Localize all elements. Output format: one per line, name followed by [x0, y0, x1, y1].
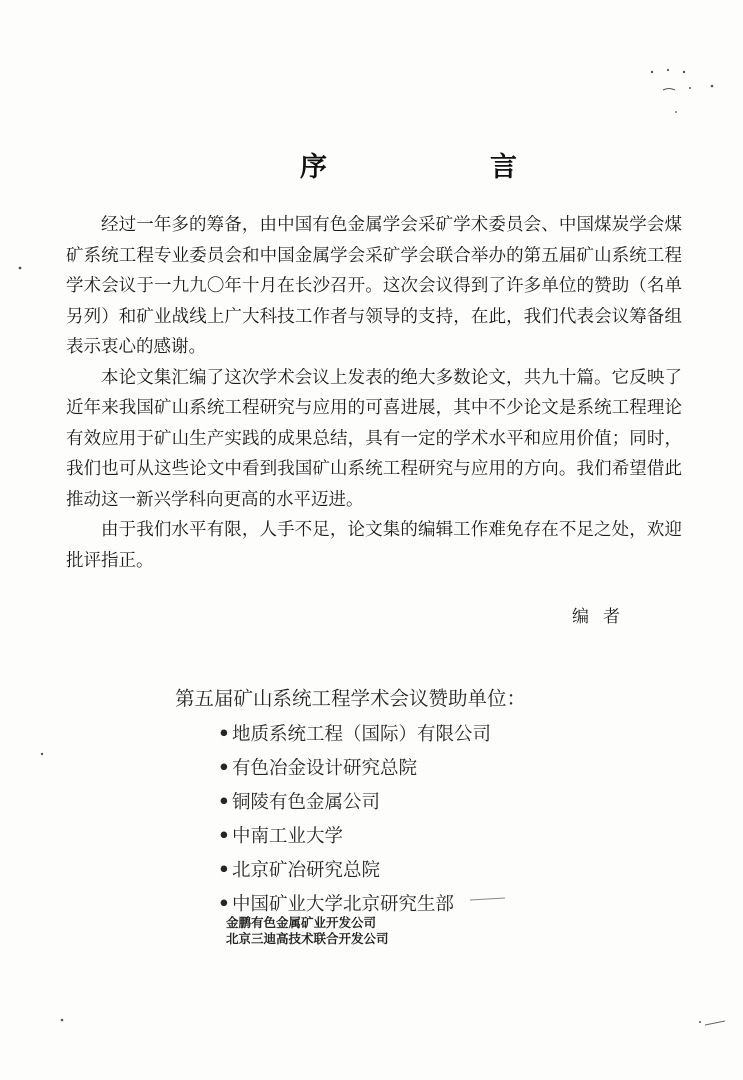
bullet-icon: •	[218, 758, 230, 779]
scan-stroke-icon	[663, 89, 675, 91]
scan-stroke-icon	[705, 1021, 725, 1025]
sponsor-name: 铜陵有色金属公司	[232, 792, 381, 813]
additional-sponsor: 北京三迪高技术联合开发公司	[226, 931, 389, 946]
bullet-icon: •	[218, 860, 230, 881]
additional-sponsor: 金鹏有色金属矿业开发公司	[226, 915, 377, 930]
bullet-icon: •	[218, 724, 230, 745]
preface-paragraph-1: 经过一年多的筹备，由中国有色金属学会采矿学术委员会、中国煤炭学会煤矿系统工程专业委员会和中国金属学会采矿学会联合举办的第五届矿山系统工程学术会议于一九九〇年十月在长沙召开。这次会议得到了许多单位的赞助（名单另列）和矿业战线上广大科技工作者与领导的支持，在此，我们代表会议筹备组表示衷心的感谢。	[66, 215, 682, 357]
sponsor-name: 北京矿冶研究总院	[232, 860, 381, 881]
editor-signature: 编者	[572, 607, 634, 627]
sponsor-item	[218, 752, 491, 786]
sponsor-name: 有色冶金设计研究总院	[232, 758, 418, 779]
sponsors-heading: 第五届矿山系统工程学术会议赞助单位：	[175, 687, 527, 710]
sponsor-name: 地质系统工程（国际）有限公司	[232, 724, 492, 745]
sponsor-item	[218, 786, 491, 820]
preface-paragraph-3: 由于我们水平有限，人手不足，论文集的编辑工作难免存在不足之处，欢迎批评指正。	[66, 520, 682, 571]
bullet-icon: •	[218, 792, 230, 813]
sponsors-list	[218, 718, 491, 922]
sponsor-item	[218, 854, 491, 888]
sponsor-name: 中南工业大学	[232, 826, 344, 847]
sponsor-item	[218, 718, 491, 752]
page-title: 序 言	[300, 152, 585, 183]
bullet-icon: •	[218, 894, 230, 915]
sponsor-item	[218, 820, 491, 854]
sponsor-name: 中国矿业大学北京研究生部	[232, 894, 455, 915]
bullet-icon: •	[218, 826, 230, 847]
additional-sponsors-list	[226, 915, 389, 947]
preface-paragraph-2: 本论文集汇编了这次学术会议上发表的绝大多数论文，共九十篇。它反映了近年来我国矿山系统工程研究与应用的可喜进展，其中不少论文是系统工程理论有效应用于矿山生产实践的成果总结，具有一定的学术水平和应用价值；同时，我们也可从这些论文中看到我国矿山系统工程研究与应用的方向。我们希望借此推动这一新兴学科向更高的水平迈进。	[66, 367, 682, 510]
preface-body	[66, 210, 682, 576]
